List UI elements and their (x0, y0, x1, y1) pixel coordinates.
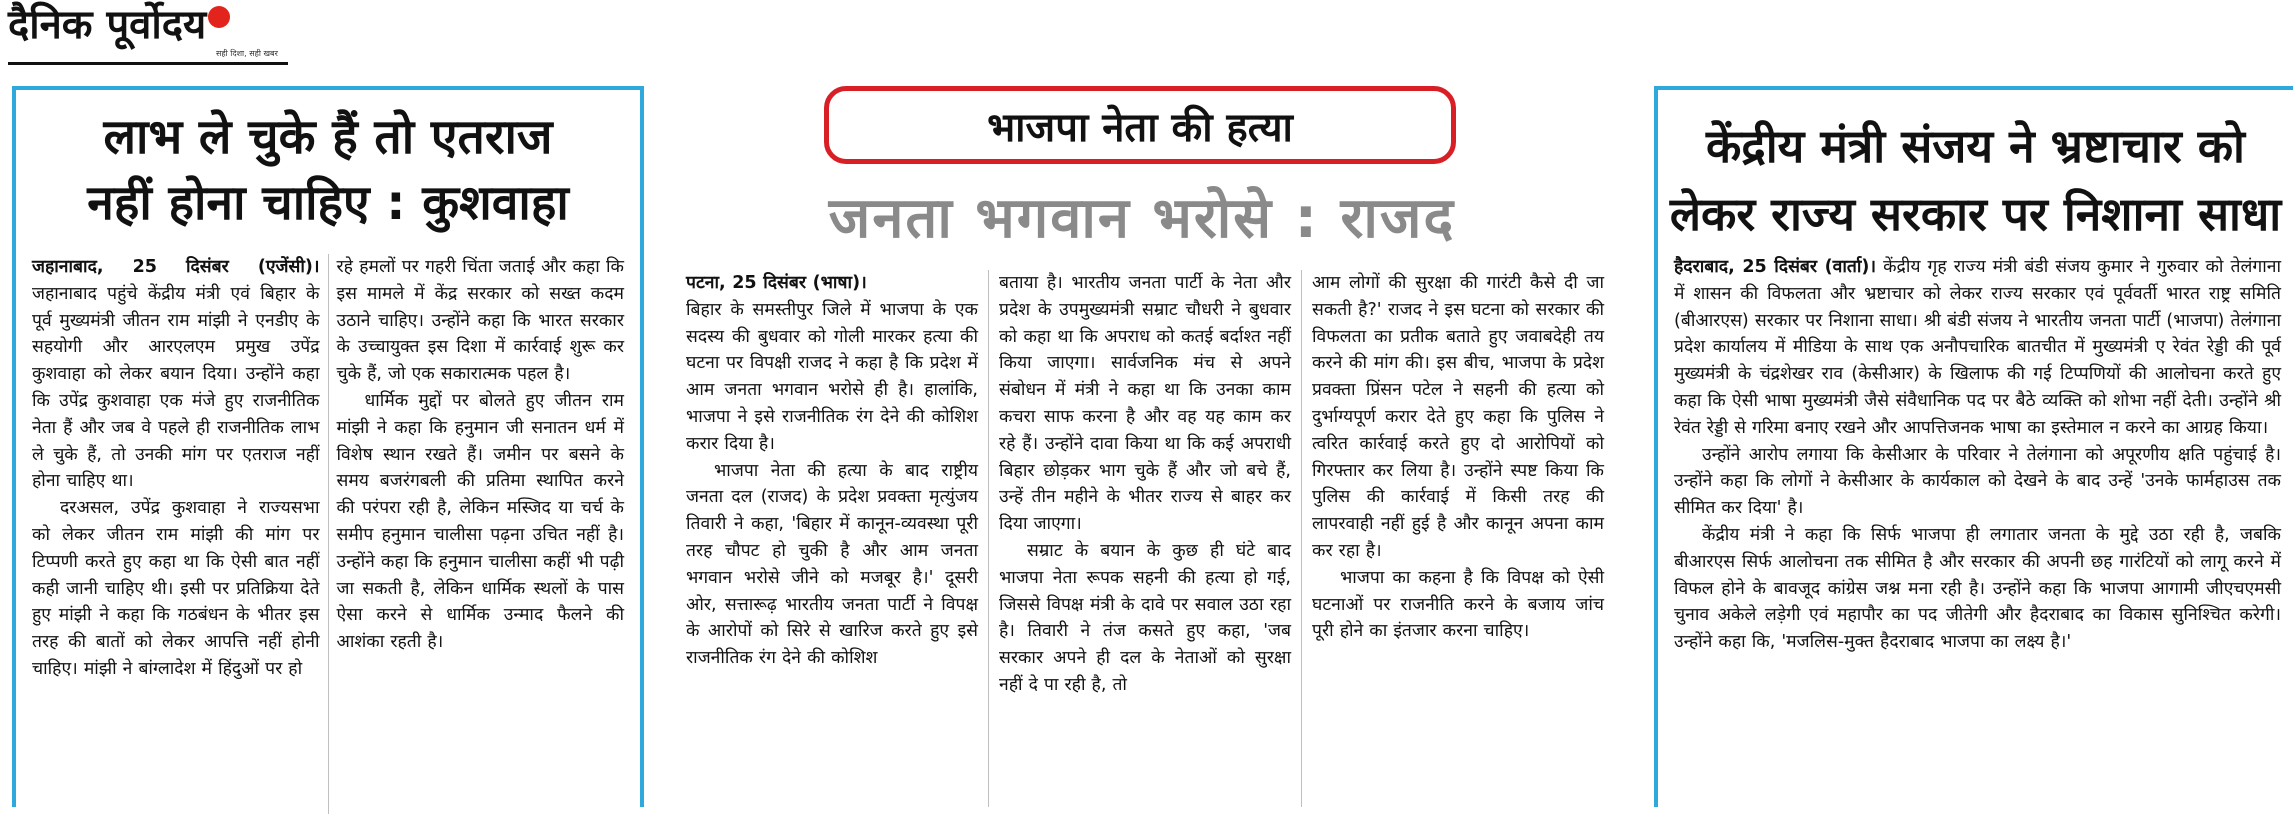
article-column (24, 254, 328, 814)
story-body (1668, 254, 2287, 814)
kicker-box (824, 86, 1456, 164)
headline-kushwaha: लाभ ले चुके हैं तो एतराज नहीं होना चाहिए : कुशवाहा (87, 109, 569, 231)
brand-name: दैनिक पूर्वोदय (8, 2, 207, 48)
logo-dot-icon (208, 6, 230, 28)
article-paragraph: आम लोगों की सुरक्षा की गारंटी कैसे दी जा सकती है?' राजद ने इस घटना को सरकार की विफलता का प्रतीक बताते हुए जवाबदेही तय करने की मांग की। इस बीच, भाजपा के प्रदेश प्रवक्ता प्रिंसन पटेल ने सहनी की हत्या को दुर्भाग्यपूर्ण करार देते हुए कहा कि पुलिस ने त्वरित कार्रवाई करते हुए दो आरोपियों को गिरफ्तार कर लिया है। उन्होंने स्पष्ट किया कि पुलिस की कार्रवाई में किसी तरह की लापरवाही नहीं हुई है और कानून अपना काम कर रहा है। (1312, 273, 1604, 561)
headline-bandi-sanjay: केंद्रीय मंत्री संजय ने भ्रष्टाचार को लेकर राज्य सरकार पर निशाना साधा (1669, 119, 2282, 241)
article-paragraph: केंद्रीय मंत्री ने कहा कि सिर्फ भाजपा ही लगातार जनता के मुद्दे उठा रही है, जबकि बीआरएस सिर्फ आलोचना तक सीमित है और सरकार की अपनी छह गारंटियों को लागू करने में विफल होने के बावजूद कांग्रेस जश्न मना रही है। उन्होंने कहा कि भाजपा आगामी जीएचएमसी चुनाव अकेले लड़ेगी एवं महापौर का पद जीतेगी और हैदराबाद का विकास सुनिश्चित करेगी। उन्होंने कहा कि, 'मजलिस-मुक्त हैदराबाद भाजपा का लक्ष्य है।' (1674, 524, 2281, 653)
article-paragraph: उन्होंने आरोप लगाया कि केसीआर के परिवार ने तेलंगाना को अपूरणीय क्षति पहुंचाई है। उन्होंने कहा कि लोगों ने केसीआर के कार्यकाल को देखने के बाद उन्हें 'उनके फार्महाउस तक सीमित कर दिया' है। (1674, 444, 2281, 519)
story-rjd (664, 80, 1620, 807)
article-column (328, 254, 633, 814)
story-bandi-sanjay (1654, 86, 2293, 807)
masthead-rule (8, 62, 288, 65)
article-paragraph: हैदराबाद, 25 दिसंबर (वार्ता)। केंद्रीय गृह राज्य मंत्री बंडी संजय कुमार ने गुरुवार को तेलंगाना में शासन की विफलता और भ्रष्टाचार को लेकर राज्य सरकार एवं पूर्ववर्ती भारत राष्ट्र समिति (बीआरएस) सरकार पर निशाना साधा। श्री बंडी संजय ने भारतीय जनता पार्टी (भाजपा) तेलंगाना प्रदेश कार्यालय में मीडिया के साथ एक अनौपचारिक बातचीत में मुख्यमंत्री ए रेवंत रेड्डी की पूर्व मुख्यमंत्री के चंद्रशेखर राव (केसीआर) के खिलाफ की गई टिप्पणियों की आलोचना करते हुए कहा कि ऐसी भाषा मुख्यमंत्री जैसे संवैधानिक पद पर बैठे व्यक्ति को शोभा नहीं देती। उन्होंने श्री रेवंत रेड्डी से गरिमा बनाए रखने और आपत्तिजनक भाषा का इस्तेमाल न करने का आग्रह किया। (1674, 257, 2281, 438)
dateline: हैदराबाद, 25 दिसंबर (वार्ता)। (1674, 257, 1877, 277)
masthead-tagline: सही दिशा, सही खबर (216, 49, 278, 58)
masthead (8, 2, 298, 72)
masthead-logo (8, 2, 298, 48)
article-column (1301, 270, 1614, 807)
kicker-text: भाजपा नेता की हत्या (987, 104, 1293, 151)
article-column (988, 270, 1301, 807)
article-paragraph: भाजपा का कहना है कि विपक्ष को ऐसी घटनाओं पर राजनीति करने के बजाय जांच पूरी होने का इंतजार करना चाहिए। (1312, 567, 1604, 642)
story-kushwaha (12, 86, 644, 807)
article-paragraph: धार्मिक मुद्दों पर बोलते हुए जीतन राम मांझी ने कहा कि हनुमान जी सनातन धर्म में विशेष स्थान रखते हैं। जमीन पर बसने के समय बजरंगबली की प्रतिमा स्थापित करने की परंपरा रही है, लेकिन मस्जिद या चर्च के समीप हनुमान चालीसा पढ़ना उचित नहीं है। उन्होंने कहा कि हनुमान चालीसा कहीं भी पढ़ी जा सकती है, लेकिन धार्मिक स्थलों के पास ऐसा करने से धार्मिक उन्माद फैलने की आशंका रहती है। (336, 390, 624, 653)
story-body (676, 270, 1614, 807)
article-paragraph: बताया है। भारतीय जनता पार्टी के नेता और प्रदेश के उपमुख्यमंत्री सम्राट चौधरी ने बुधवार को कहा था कि अपराध को कतई बर्दाश्त नहीं किया जाएगा। सार्वजनिक मंच से अपने संबोधन में मंत्री ने कहा था कि उनका काम कचरा साफ करना है और वह यह काम कर रहे हैं। उन्होंने दावा किया था कि कई अपराधी बिहार छोड़कर भाग चुके हैं और जो बचे हैं, उन्हें तीन महीने के भीतर राज्य से बाहर कर दिया जाएगा। (999, 273, 1291, 535)
headline-rjd: जनता भगवान भरोसे : राजद (828, 186, 1456, 251)
article-column (1668, 254, 2287, 814)
article-column (676, 270, 988, 807)
article-paragraph: दरअसल, उपेंद्र कुशवाहा ने राज्यसभा को लेकर जीतन राम मांझी की मांग पर टिप्पणी करते हुए कहा था कि ऐसी बात नहीं कही जानी चाहिए थी। इसी पर प्रतिक्रिया देते हुए मांझी ने कहा कि गठबंधन के भीतर इस तरह की बातों को लेकर आपत्ति नहीं होनी चाहिए। मांझी ने बांग्लादेश में हिंदुओं पर हो (32, 498, 320, 679)
dateline: पटना, 25 दिसंबर (भाषा)। (686, 273, 867, 293)
story-body (24, 254, 632, 814)
article-paragraph: जहानाबाद, 25 दिसंबर (एजेंसी)। जहानाबाद पहुंचे केंद्रीय मंत्री एवं बिहार के पूर्व मुख्यमंत्री जीतन राम मांझी ने एनडीए के सहयोगी और आरएलएम प्रमुख उपेंद्र कुशवाहा को लेकर बयान दिया। उन्होंने कहा कि उपेंद्र कुशवाहा एक मंजे हुए राजनीतिक नेता हैं और जब वे पहले ही राजनीतिक लाभ ले चुके हैं, तो उनकी मांग पर एतराज नहीं होना चाहिए था। (32, 257, 320, 492)
dateline: जहानाबाद, 25 दिसंबर (एजेंसी)। (32, 257, 320, 277)
article-paragraph: पटना, 25 दिसंबर (भाषा)। बिहार के समस्तीपुर जिले में भाजपा के एक सदस्य की बुधवार को गोली मारकर हत्या की घटना पर विपक्षी राजद ने कहा है कि प्रदेश में आम जनता भगवान भरोसे ही है। हालांकि, भाजपा ने इसे राजनीतिक रंग देने की कोशिश करार दिया है। (686, 273, 978, 454)
article-paragraph: सम्राट के बयान के कुछ ही घंटे बाद भाजपा नेता रूपक सहनी की हत्या हो गई, जिससे विपक्ष मंत्री के दावे पर सवाल उठा रहा है। तिवारी ने तंज कसते हुए कहा, 'जब सरकार अपने ही दल के नेताओं को सुरक्षा नहीं दे पा रही है, तो (999, 540, 1291, 695)
article-paragraph: रहे हमलों पर गहरी चिंता जताई और कहा कि इस मामले में केंद्र सरकार को सख्त कदम उठाने चाहिए। उन्होंने कहा कि भारत सरकार के उच्चायुक्त इस दिशा में कार्रवाई शुरू कर चुके हैं, जो एक सकारात्मक पहल है। (336, 257, 624, 385)
article-paragraph: भाजपा नेता की हत्या के बाद राष्ट्रीय जनता दल (राजद) के प्रदेश प्रवक्ता मृत्युंजय तिवारी ने कहा, 'बिहार में कानून-व्यवस्था पूरी तरह चौपट हो चुकी है और आम जनता भगवान भरोसे जीने को मजबूर है।' दूसरी ओर, सत्तारूढ़ भारतीय जनता पार्टी ने विपक्ष के आरोपों को सिरे से खारिज करते हुए इसे राजनीतिक रंग देने की कोशिश (686, 460, 978, 669)
